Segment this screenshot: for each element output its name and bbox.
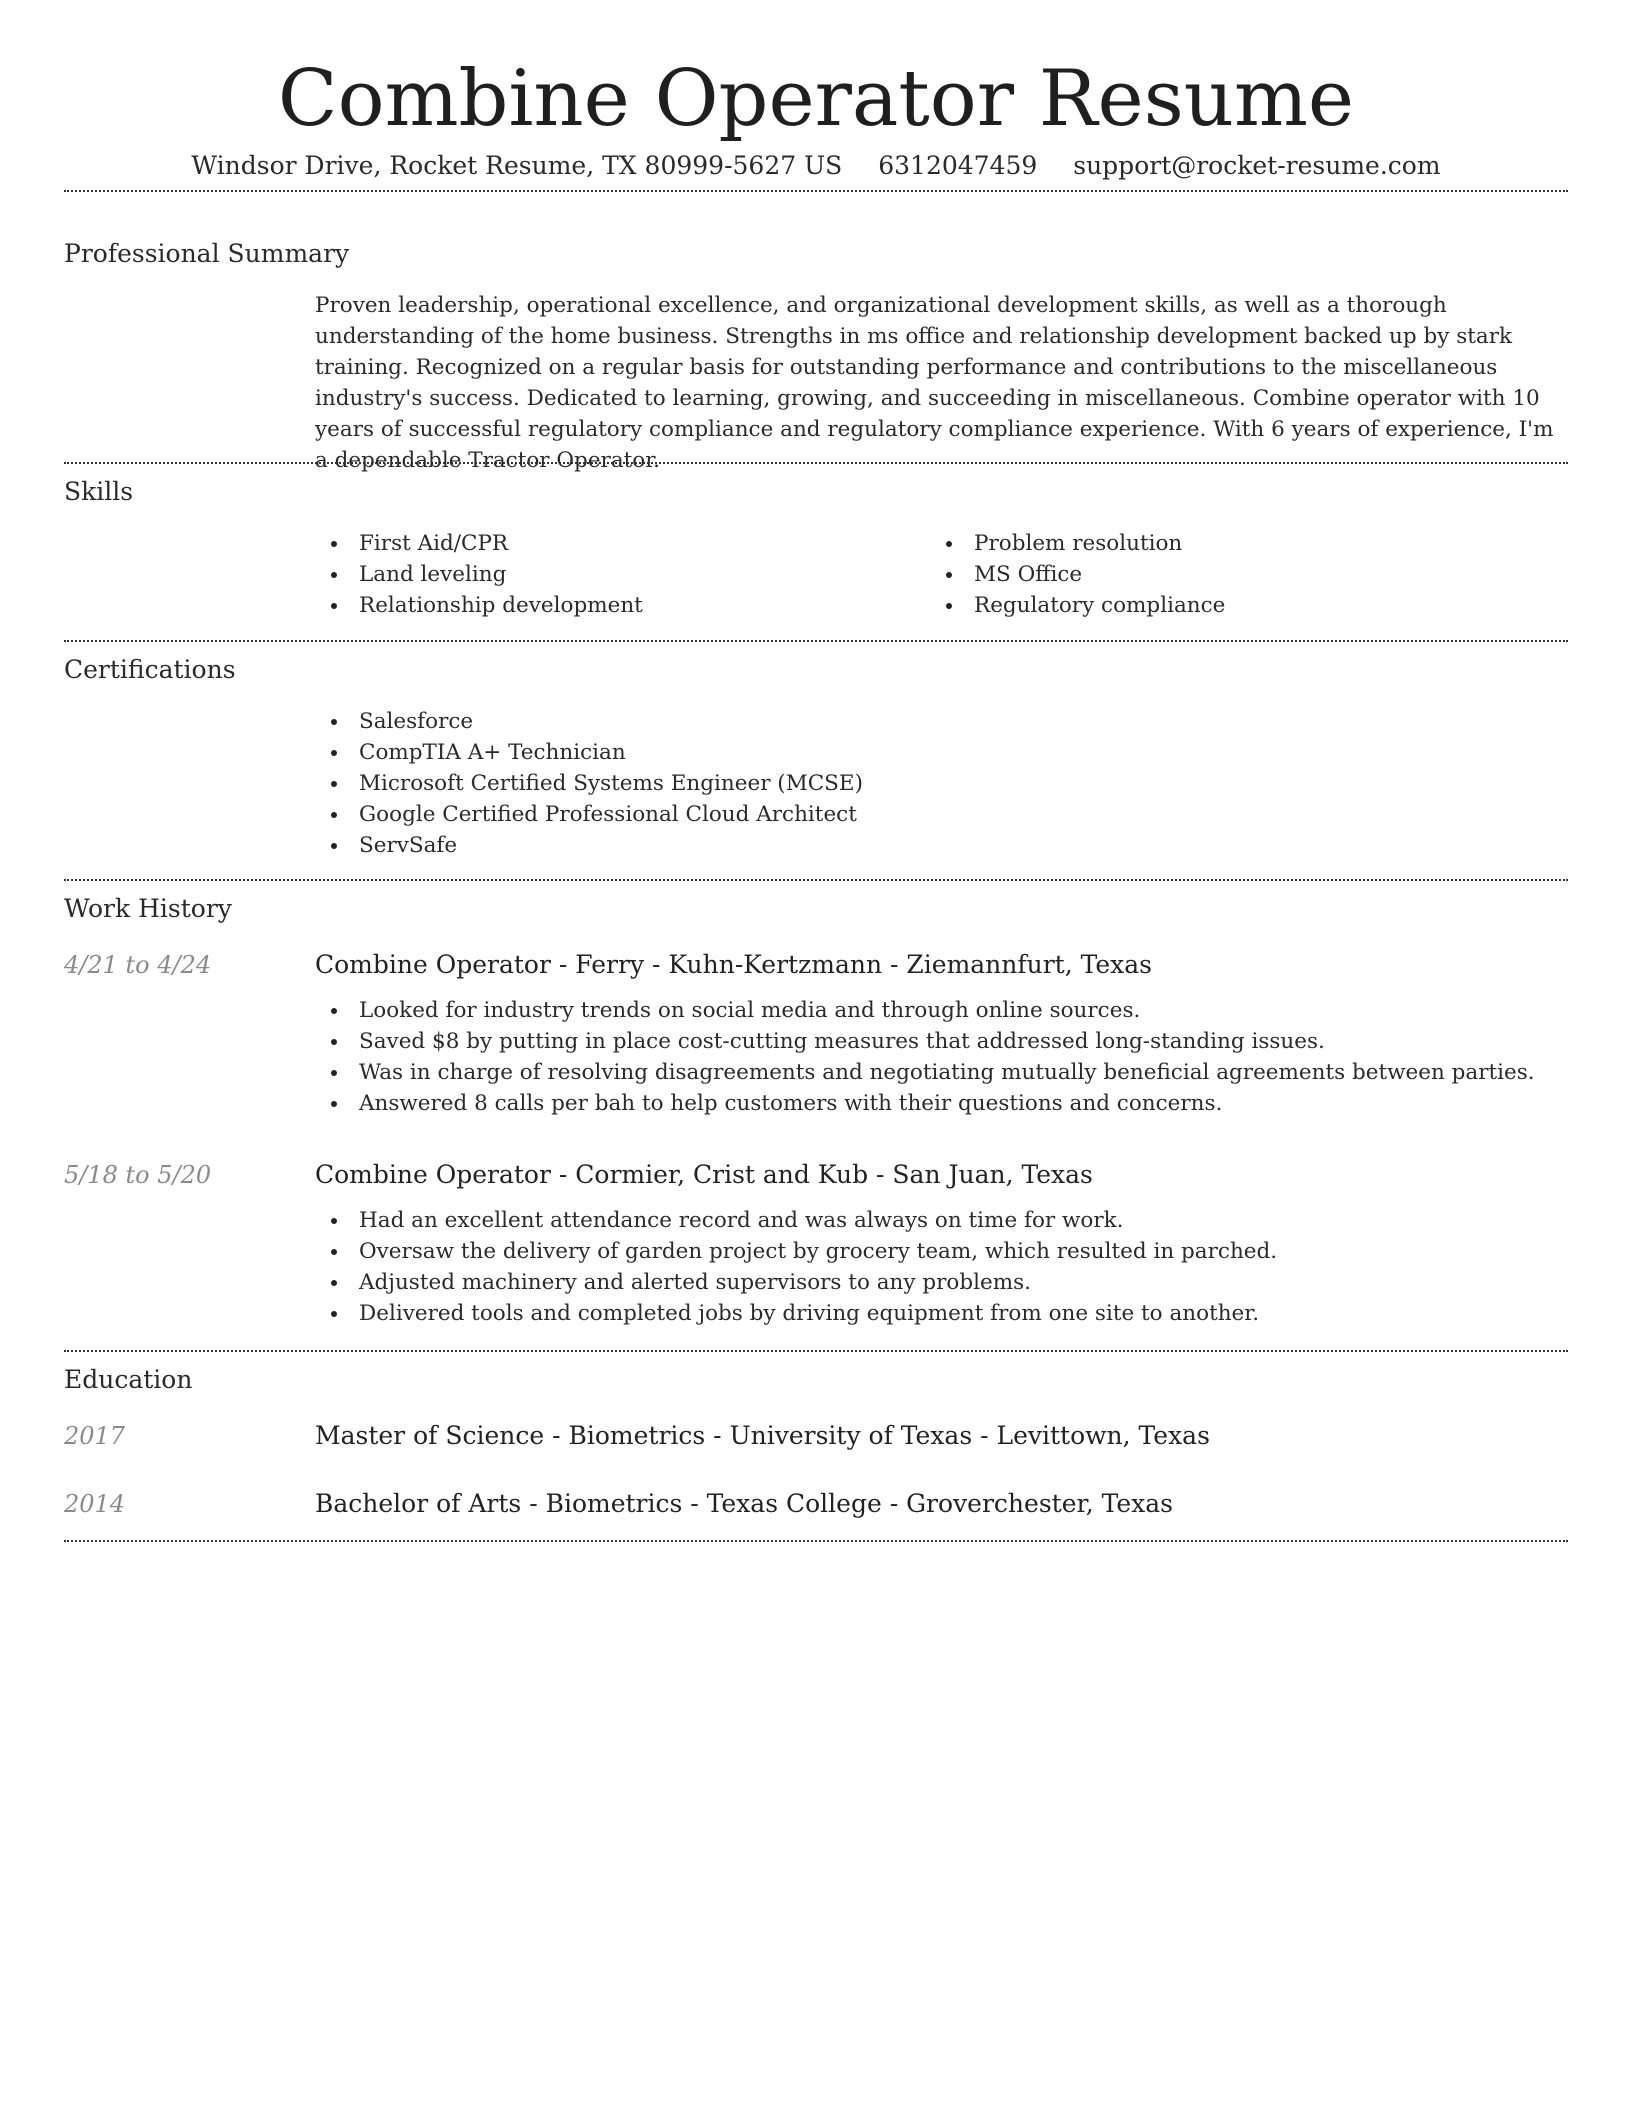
- education-year: 2017: [64, 1422, 126, 1450]
- job-bullet: Delivered tools and completed jobs by driving equipment from one site to another.: [315, 1298, 1568, 1329]
- education-degree: Bachelor of Arts - Biometrics - Texas College - Groverchester, Texas: [315, 1489, 1173, 1518]
- certification-item: Salesforce: [315, 706, 1568, 737]
- certifications-heading: Certifications: [64, 655, 236, 684]
- education-heading: Education: [64, 1365, 193, 1394]
- contact-line: [64, 150, 1568, 190]
- certification-item: ServSafe: [315, 830, 1568, 861]
- education-degree: Master of Science - Biometrics - University of Texas - Levittown, Texas: [315, 1421, 1210, 1450]
- skill-item: Regulatory compliance: [930, 590, 1545, 621]
- job-bullets: [315, 1205, 1568, 1329]
- education-year: 2014: [64, 1490, 126, 1518]
- job-bullet: Was in charge of resolving disagreements and negotiating mutually beneficial agreements between parties.: [315, 1057, 1568, 1088]
- skills-heading: Skills: [64, 477, 134, 506]
- summary-section: [64, 192, 1568, 473]
- resume-title: Combine Operator Resume: [277, 54, 1355, 144]
- job-bullet: Oversaw the delivery of garden project by grocery team, which resulted in parched.: [315, 1236, 1568, 1267]
- job-entry: [64, 949, 1568, 1119]
- contact-phone[interactable]: 6312047459: [878, 151, 1038, 180]
- certification-item: Google Certified Professional Cloud Architect: [315, 799, 1568, 830]
- certifications-section: [64, 642, 1568, 879]
- education-section: [64, 1352, 1568, 1540]
- job-bullet: Had an excellent attendance record and was always on time for work.: [315, 1205, 1568, 1236]
- job-bullets: [315, 995, 1568, 1119]
- skills-list-left: [315, 528, 930, 621]
- resume-page: [64, 0, 1568, 1542]
- divider: [64, 1540, 1568, 1542]
- job-bullet: Answered 8 calls per bah to help customers with their questions and concerns.: [315, 1088, 1568, 1119]
- skill-item: MS Office: [930, 559, 1545, 590]
- job-dates: 4/21 to 4/24: [64, 951, 212, 979]
- certifications-list: [315, 706, 1568, 861]
- skill-item: Relationship development: [315, 590, 930, 621]
- education-entry: [64, 1420, 1568, 1452]
- skills-list-right: [930, 528, 1545, 621]
- certification-item: Microsoft Certified Systems Engineer (MCSE): [315, 768, 1568, 799]
- education-entry: [64, 1488, 1568, 1520]
- certification-item: CompTIA A+ Technician: [315, 737, 1568, 768]
- work-history-heading: Work History: [64, 894, 232, 923]
- skills-section: [64, 464, 1568, 640]
- job-dates: 5/18 to 5/20: [64, 1161, 212, 1189]
- contact-address: Windsor Drive, Rocket Resume, TX 80999-5627 US: [191, 151, 843, 180]
- summary-heading: Professional Summary: [64, 239, 350, 268]
- job-title: Combine Operator - Ferry - Kuhn-Kertzmann - Ziemannfurt, Texas: [315, 950, 1152, 979]
- skill-item: Land leveling: [315, 559, 930, 590]
- skill-item: Problem resolution: [930, 528, 1545, 559]
- job-bullet: Looked for industry trends on social media and through online sources.: [315, 995, 1568, 1026]
- job-entry: [64, 1159, 1568, 1329]
- summary-text: Proven leadership, operational excellence, and organizational development skills, as well as a thorough understanding of the home business. Strengths in ms office and relationship development backed up by stark training. Recognized on a regular basis for outstanding performance and contributions to the miscellaneous industry's success. Dedicated to learning, growing, and succeeding in miscellaneous. Combine operator with 10 years of successful regulatory compliance and regulatory compliance experience. With 6 years of experience, I'm a dependable Tractor Operator.: [315, 293, 1554, 473]
- work-history-section: [64, 881, 1568, 1350]
- contact-email[interactable]: support@rocket-resume.com: [1073, 151, 1441, 180]
- job-bullet: Saved $8 by putting in place cost-cutting measures that addressed long-standing issues.: [315, 1026, 1568, 1057]
- skill-item: First Aid/CPR: [315, 528, 930, 559]
- job-title: Combine Operator - Cormier, Crist and Kub - San Juan, Texas: [315, 1160, 1093, 1189]
- job-bullet: Adjusted machinery and alerted supervisors to any problems.: [315, 1267, 1568, 1298]
